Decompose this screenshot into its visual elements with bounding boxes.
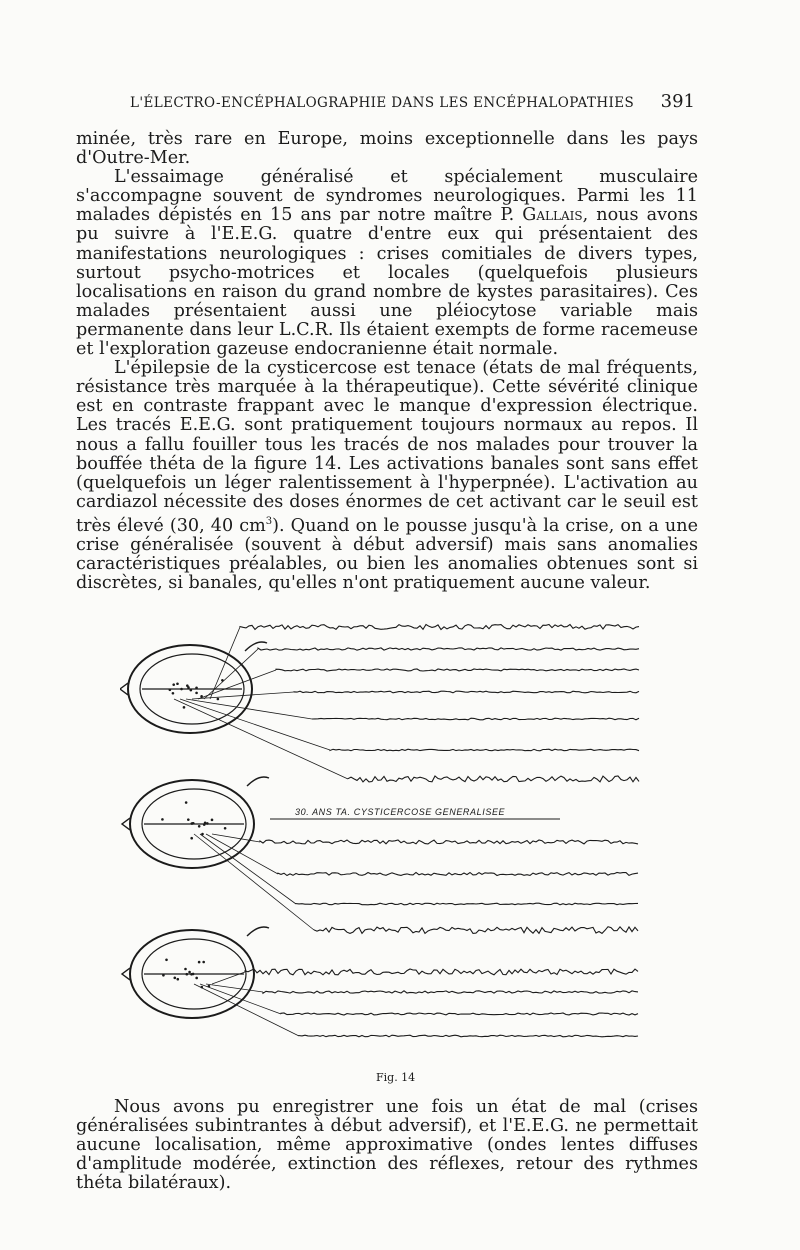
eeg-trace [294,691,639,693]
electrode-dot [172,683,175,686]
ear-icon [247,927,269,936]
electrode-dot [172,692,175,695]
electrode-dot [176,682,179,685]
paragraph-4: Nous avons pu enregistrer une fois un état de mal (crises généralisées subintrantes à début adversif), et l'E.E.G. ne permettait aucune localisation, même approximative (ondes lentes diffuses d'amplitude modérée, extinction des réflexes, retour des rythmes théta bilatéraux). [76,1097,698,1194]
eeg-figure-drawing [120,612,650,1067]
electrode-lead [180,699,330,750]
figure-caption: Fig. 14 [376,1071,416,1084]
paragraph-2 [76,168,698,359]
eeg-trace [260,840,638,844]
electrode-dot [192,973,195,976]
electrode-dot [206,822,209,825]
electrode-dot [162,974,165,977]
electrode-dot [224,827,227,830]
eeg-trace [240,625,639,630]
handwritten-label: 30. ANS TA. CYSTICERCOSE GENERALISEE [295,807,506,817]
eeg-trace [314,927,638,934]
page-header [130,93,695,117]
electrode-dot [184,968,187,971]
electrode-dot [190,837,193,840]
paragraph-2-part-a: L'essaimage généralisé et spécialement musculaire s'accompagne souvent de syndromes neurologiques. Parmi les 11 malades dépistés en 15 ans par notre maître P. [76,167,698,226]
eeg-trace [276,669,639,671]
electrode-dot [217,698,220,701]
electrode-dot [180,688,183,691]
superscript: 3 [265,515,273,527]
electrode-dot [161,818,164,821]
electrode-dot [191,822,194,825]
electrode-lead [194,834,314,930]
electrode-dot [183,706,186,709]
paragraph-2-part-b: , nous avons pu suivre à l'E.E.G. quatre d'entre eux qui présentaient des manifestations neurologiques : crises comitiales de divers types, surtout psycho-motrices et locales (quelquefois plusieurs localisations en raison du grand nombre de kystes parasitaires). Ces malades présentaient aussi une pléiocytose variable mais permanente dans leur L.C.R. Ils étaient exempts de forme racemeuse et l'exploration gazeuse endocranienne était normale. [76,205,698,360]
electrode-dot [188,971,191,974]
eeg-trace [258,648,639,650]
nose-icon [122,968,130,980]
eeg-trace [245,969,638,975]
electrode-dot [211,819,214,822]
electrode-dot [198,825,201,828]
electrode-dot [186,684,189,687]
nose-icon [122,818,130,830]
electrode-lead [210,627,240,699]
eeg-trace [263,991,638,993]
body-text-continued [76,1098,698,1193]
page-number: 391 [660,91,695,112]
electrode-dot [195,686,198,689]
eeg-trace [312,718,639,720]
eeg-trace [281,1013,638,1015]
nose-icon [120,683,128,695]
paragraph-3-part-b: ). Quand on le pousse jusqu'à la crise, on a une crise généralisée (souvent à début adversif) mais sans anomalies caractéristiques préalables, ou bien les anomalies obtenues sont si discrètes, si banales, qu'elles n'ont pratiquement aucune valeur. [76,515,698,594]
paragraph-3 [76,359,698,593]
electrode-dot [204,822,207,825]
electrode-dot [176,978,179,981]
author-name: Gallais [522,205,583,226]
paragraph-3-part-a: L'épilepsie de la cysticercose est tenace (états de mal fréquents, résistance très marquée à la thérapeutique). Cette sévérité clinique est en contraste frappant avec le manque d'expression électrique. Les tracés E.E.G. sont pratiquement toujours normaux au repos. Il nous a fallu fouiller tous les tracés de nos malades pour trouver la bouffée théta de la figure 14. Les activations banales sont sans effet (quelquefois un léger ralentissement à l'hyperpnée). L'activation au cardiazol nécessite des doses énormes de cet activant car le seuil est très élevé (30, 40 cm [76,358,698,536]
electrode-dot [165,958,168,961]
electrode-dot [195,977,198,980]
electrode-dot [187,818,190,821]
paragraph-1: minée, très rare en Europe, moins exceptionnelle dans les pays d'Outre-Mer. [76,129,698,169]
running-head: L'ÉLECTRO-ENCÉPHALOGRAPHIE DANS LES ENCÉPHALOPATHIES [130,95,635,111]
eeg-trace [296,903,638,905]
electrode-lead [198,670,276,699]
body-text [76,130,698,593]
electrode-dot [185,801,188,804]
eeg-figure [120,612,650,1067]
electrode-dot [190,689,193,692]
ear-icon [247,777,269,786]
electrode-dot [198,961,201,964]
electrode-dot [169,689,172,692]
electrode-dot [195,692,198,695]
eeg-trace [348,776,639,782]
electrode-dot [173,977,176,980]
electrode-dot [185,973,188,976]
eeg-trace [278,873,638,876]
eeg-trace [299,1035,638,1037]
eeg-trace [330,749,639,751]
electrode-lead [206,984,263,992]
electrode-dot [202,961,205,964]
